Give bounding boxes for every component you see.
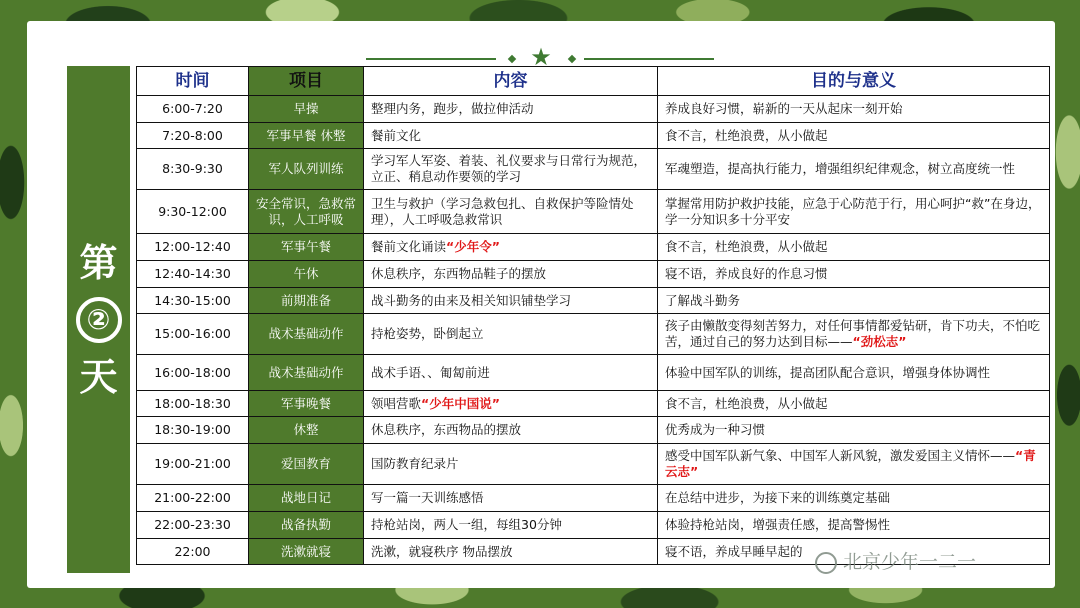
content-text: 持枪站岗，两人一组，每组30分钟 xyxy=(371,517,562,532)
content-highlight: “少年中国说” xyxy=(421,395,500,411)
watermark xyxy=(815,547,976,574)
table-row xyxy=(137,391,1050,417)
ornament-dot-left xyxy=(508,55,516,63)
cell-time xyxy=(137,391,249,417)
item-text: 军事午餐 xyxy=(280,239,331,254)
ornament-line-left xyxy=(366,58,496,60)
table-row xyxy=(137,234,1050,261)
content-highlight: “少年令” xyxy=(446,239,500,254)
ornament-line-right xyxy=(584,58,714,60)
item-text: 休整 xyxy=(293,422,319,437)
purpose-text: 掌握常用防护救护技能，应急于心防范于行，用心呵护“救”在身边，学一分知识多十分平安 xyxy=(665,195,1041,227)
cell-content xyxy=(364,485,658,512)
cell-item xyxy=(249,149,364,190)
time-text: 22:00-23:30 xyxy=(154,517,231,532)
cell-content xyxy=(364,149,658,190)
item-text: 前期准备 xyxy=(280,292,331,308)
cell-time xyxy=(137,190,249,234)
cell-purpose xyxy=(658,355,1050,391)
cell-purpose xyxy=(658,123,1050,149)
time-text: 18:30-19:00 xyxy=(154,422,231,437)
table-row xyxy=(137,512,1050,539)
purpose-highlight: “青云志” xyxy=(665,448,1036,479)
cell-content xyxy=(364,314,658,355)
table-row xyxy=(137,417,1050,444)
cell-content xyxy=(364,190,658,234)
item-text: 战地日记 xyxy=(280,490,331,505)
item-text: 安全常识，急救常识，人工呼吸 xyxy=(255,195,356,227)
item-text: 午休 xyxy=(293,266,319,281)
header-item: 项目 xyxy=(249,67,364,96)
time-text: 8:30-9:30 xyxy=(162,161,223,176)
table-row xyxy=(137,123,1050,149)
cell-item xyxy=(249,190,364,234)
purpose-text: 优秀成为一种习惯 xyxy=(665,422,766,437)
header-time: 时间 xyxy=(137,67,249,96)
cell-purpose xyxy=(658,288,1050,314)
star-icon: ★ xyxy=(530,43,552,71)
day-label xyxy=(67,66,130,573)
cell-item xyxy=(249,355,364,391)
header-content: 内容 xyxy=(364,67,658,96)
schedule-body xyxy=(137,96,1050,565)
time-text: 19:00-21:00 xyxy=(154,456,231,471)
ornament-dot-right xyxy=(568,55,576,63)
cell-content xyxy=(364,539,658,565)
content-text: 洗漱，就寝秩序 物品摆放 xyxy=(371,543,513,559)
day-label-bottom: 天 xyxy=(79,354,118,399)
cell-content xyxy=(364,234,658,261)
table-row xyxy=(137,261,1050,288)
purpose-text: 食不言，杜绝浪费，从小做起 xyxy=(665,395,828,411)
content-text: 领唱营歌 xyxy=(371,395,422,411)
table-row xyxy=(137,149,1050,190)
cell-time xyxy=(137,314,249,355)
cell-purpose xyxy=(658,149,1050,190)
header-purpose: 目的与意义 xyxy=(658,67,1050,96)
item-text: 军事早餐 休整 xyxy=(266,127,346,143)
cell-item xyxy=(249,417,364,444)
content-text: 学习军人军姿、着装、礼仪要求与日常行为规范，立正、稍息动作要领的学习 xyxy=(371,153,647,184)
purpose-text: 寝不语，养成早睡早起的 xyxy=(665,543,803,559)
table-row xyxy=(137,485,1050,512)
cell-content xyxy=(364,444,658,485)
content-text: 持枪姿势，卧倒起立 xyxy=(371,326,484,341)
time-text: 12:40-14:30 xyxy=(154,266,231,281)
cell-item xyxy=(249,314,364,355)
cell-content xyxy=(364,96,658,123)
table-row xyxy=(137,288,1050,314)
cell-content xyxy=(364,417,658,444)
wechat-icon xyxy=(815,552,837,574)
cell-time xyxy=(137,234,249,261)
cell-time xyxy=(137,96,249,123)
cell-purpose xyxy=(658,512,1050,539)
time-text: 9:30-12:00 xyxy=(158,203,227,219)
content-text: 休息秩序，东西物品鞋子的摆放 xyxy=(371,266,547,281)
cell-content xyxy=(364,512,658,539)
cell-item xyxy=(249,123,364,149)
time-text: 7:20-8:00 xyxy=(162,127,223,143)
cell-item xyxy=(249,261,364,288)
time-text: 22:00 xyxy=(174,543,211,559)
cell-time xyxy=(137,485,249,512)
purpose-text: 寝不语，养成良好的作息习惯 xyxy=(665,266,828,281)
content-text: 卫生与救护（学习急救包扎、自救保护等险情处理），人工呼吸急救常识 xyxy=(371,195,634,227)
item-text: 早操 xyxy=(293,101,319,116)
content-text: 写一篇一天训练感悟 xyxy=(371,490,484,505)
cell-purpose xyxy=(658,444,1050,485)
purpose-highlight: “劲松志” xyxy=(852,334,907,349)
cell-purpose xyxy=(658,190,1050,234)
cell-item xyxy=(249,288,364,314)
cell-content xyxy=(364,123,658,149)
content-text: 战斗勤务的由来及相关知识铺垫学习 xyxy=(371,292,572,308)
time-text: 12:00-12:40 xyxy=(154,239,231,254)
day-number xyxy=(76,297,122,343)
item-text: 战术基础动作 xyxy=(268,364,344,380)
cell-item xyxy=(249,234,364,261)
cell-time xyxy=(137,288,249,314)
time-text: 6:00-7:20 xyxy=(162,101,223,116)
schedule-table xyxy=(136,66,1050,565)
purpose-text: 了解战斗勤务 xyxy=(665,292,741,308)
cell-time xyxy=(137,444,249,485)
table-row xyxy=(137,96,1050,123)
purpose-text: 军魂塑造，提高执行能力，增强组织纪律观念，树立高度统一性 xyxy=(665,161,1016,176)
content-text: 整理内务，跑步，做拉伸活动 xyxy=(371,101,534,116)
cell-purpose xyxy=(658,314,1050,355)
cell-purpose xyxy=(658,417,1050,444)
cell-item xyxy=(249,444,364,485)
cell-item xyxy=(249,485,364,512)
watermark-text: 北京少年一二一 xyxy=(843,551,977,573)
cell-content xyxy=(364,391,658,417)
purpose-text: 体验持枪站岗，增强责任感，提高警惕性 xyxy=(665,517,891,532)
day-number-text: ② xyxy=(86,302,111,336)
item-text: 战术基础动作 xyxy=(268,326,344,341)
cell-time xyxy=(137,123,249,149)
cell-purpose xyxy=(658,391,1050,417)
cell-purpose xyxy=(658,96,1050,123)
time-text: 16:00-18:00 xyxy=(154,364,231,380)
content-text: 战术手语、、匍匐前进 xyxy=(371,364,490,380)
item-text: 爱国教育 xyxy=(280,456,331,471)
cell-time xyxy=(137,512,249,539)
purpose-text: 养成良好习惯，崭新的一天从起床一刻开始 xyxy=(665,101,903,116)
day-label-top: 第 xyxy=(79,240,118,285)
cell-item xyxy=(249,96,364,123)
cell-content xyxy=(364,261,658,288)
cell-time xyxy=(137,539,249,565)
time-text: 14:30-15:00 xyxy=(154,292,231,308)
content-text: 国防教育纪录片 xyxy=(371,456,459,471)
time-text: 15:00-16:00 xyxy=(154,326,231,341)
item-text: 洗漱就寝 xyxy=(280,543,331,559)
cell-time xyxy=(137,355,249,391)
table-row xyxy=(137,355,1050,391)
purpose-text: 在总结中进步，为接下来的训练奠定基础 xyxy=(665,490,891,505)
time-text: 18:00-18:30 xyxy=(154,395,231,411)
cell-time xyxy=(137,149,249,190)
cell-purpose xyxy=(658,485,1050,512)
cell-item xyxy=(249,539,364,565)
cell-time xyxy=(137,261,249,288)
cell-content xyxy=(364,355,658,391)
table-row xyxy=(137,314,1050,355)
cell-item xyxy=(249,512,364,539)
table-row xyxy=(137,444,1050,485)
content-text: 休息秩序，东西物品的摆放 xyxy=(371,422,522,437)
content-text: 餐前文化 xyxy=(371,127,422,143)
item-text: 军事晚餐 xyxy=(280,395,331,411)
time-text: 21:00-22:00 xyxy=(154,490,231,505)
purpose-text: 体验中国军队的训练，提高团队配合意识，增强身体协调性 xyxy=(665,364,991,380)
cell-purpose xyxy=(658,261,1050,288)
table-row xyxy=(137,190,1050,234)
cell-purpose xyxy=(658,234,1050,261)
purpose-text: 食不言，杜绝浪费，从小做起 xyxy=(665,239,828,254)
purpose-text: 食不言，杜绝浪费，从小做起 xyxy=(665,127,828,143)
purpose-text: 感受中国军队新气象、中国军人新风貌，激发爱国主义情怀—— xyxy=(665,448,1016,463)
table-header-row xyxy=(137,67,1050,96)
purpose-text: 孩子由懒散变得刻苦努力，对任何事情都爱钻研，肯下功夫，不怕吃苦，通过自己的努力达到目标—— xyxy=(665,318,1041,349)
item-text: 军人队列训练 xyxy=(268,161,344,176)
cell-time xyxy=(137,417,249,444)
content-text: 餐前文化诵读 xyxy=(371,239,447,254)
cell-item xyxy=(249,391,364,417)
cell-content xyxy=(364,288,658,314)
item-text: 战备执勤 xyxy=(280,517,331,532)
